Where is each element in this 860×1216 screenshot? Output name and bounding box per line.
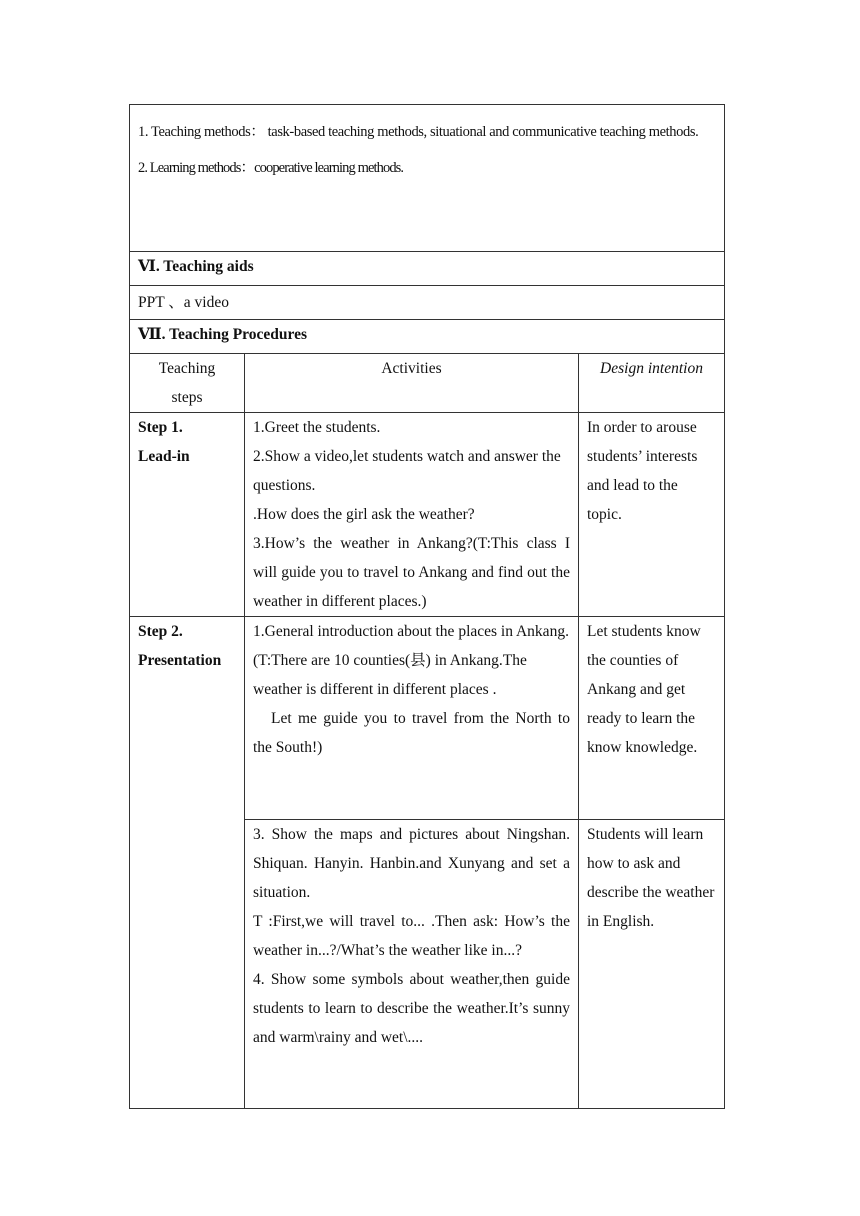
step-number: Step 1. [138, 419, 183, 436]
teaching-aids-content-row [130, 286, 725, 320]
activity-item: 1.General introduction about the places in Ankang.(T:There are 10 counties(县) in Ankang.The weather is different in different places . [253, 623, 569, 698]
activity-item: T :First,we will travel to... .Then ask: How’s the weather in...?/What’s the weather like in...? [253, 913, 570, 959]
teaching-aids-heading: Ⅵ. Teaching aids [130, 252, 725, 286]
teaching-procedures-heading: Ⅶ. Teaching Procedures [130, 320, 725, 354]
step-name: Lead-in [138, 448, 190, 465]
activities-cell [245, 617, 579, 820]
lesson-plan-table [129, 104, 725, 1109]
teaching-methods-text: 1. Teaching methods： task-based teaching methods, situational and communicative teaching methods. [138, 124, 699, 140]
activity-item: Let me guide you to travel from the North to the South!) [253, 710, 570, 756]
methods-cell [130, 105, 725, 252]
step-cell [130, 413, 245, 617]
intention-cell: Students will learn how to ask and describe the weather in English. [579, 820, 725, 1109]
methods-row [130, 105, 725, 252]
activity-item: 3.How’s the weather in Ankang?(T:This class I will guide you to travel to Ankang and find out the weather in different places.) [253, 535, 570, 610]
column-header-steps-line1: Teaching [158, 360, 216, 377]
table-row [130, 413, 725, 617]
teaching-aids-content: PPT 、a video [130, 286, 725, 320]
activities-cell [245, 413, 579, 617]
learning-methods-text: 2. Learning methods：cooperative learning methods. [138, 160, 404, 176]
column-header-intention: Design intention [579, 354, 725, 413]
column-header-steps-line2: steps [171, 389, 203, 406]
column-header-row [130, 354, 725, 413]
activities-cell [245, 820, 579, 1109]
activity-item: 1.Greet the students. [253, 419, 381, 436]
teaching-aids-heading-row [130, 252, 725, 286]
table-row [130, 617, 725, 820]
column-header-steps [130, 354, 245, 413]
teaching-procedures-heading-row [130, 320, 725, 354]
intention-cell: In order to arouse students’ interests and lead to the topic. [579, 413, 725, 617]
activity-item: 4. Show some symbols about weather,then guide students to learn to describe the weather.It’s sunny and warm\rainy and wet\.... [253, 971, 570, 1046]
step-name: Presentation [138, 652, 222, 669]
activity-item: 3. Show the maps and pictures about Ningshan. Shiquan. Hanyin. Hanbin.and Xunyang and set a situation. [253, 826, 570, 901]
step-cell [130, 617, 245, 1109]
column-header-activities: Activities [245, 354, 579, 413]
intention-cell: Let students know the counties of Ankang and get ready to learn the know knowledge. [579, 617, 725, 820]
step-number: Step 2. [138, 623, 183, 640]
activity-item: .How does the girl ask the weather? [253, 506, 475, 523]
activity-item: 2.Show a video,let students watch and answer the questions. [253, 448, 561, 494]
